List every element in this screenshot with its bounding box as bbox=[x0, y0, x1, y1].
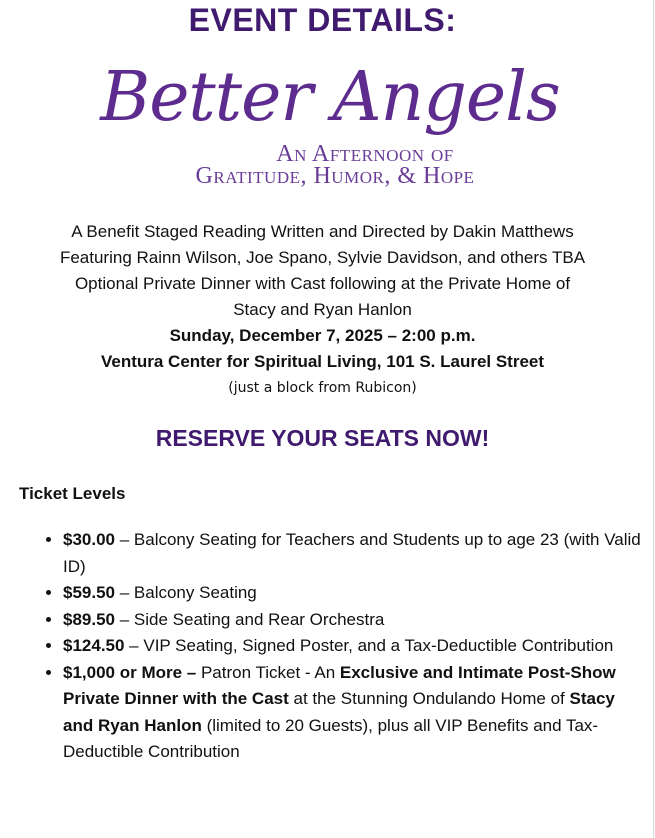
patron-price: $1,000 or More – bbox=[63, 662, 197, 682]
patron-text-1: Patron Ticket - An bbox=[196, 662, 340, 682]
ticket-item bbox=[63, 633, 643, 660]
ticket-item bbox=[63, 527, 643, 580]
ticket-price: $30.00 bbox=[63, 530, 115, 549]
logo-subtitle-line1: An Afternoon of bbox=[276, 141, 454, 167]
ticket-description: – VIP Seating, Signed Poster, and a Tax-Deductible Contribution bbox=[124, 636, 614, 655]
info-line-1: A Benefit Staged Reading Written and Directed by Dakin Matthews bbox=[71, 222, 574, 241]
info-line-2: Featuring Rainn Wilson, Joe Spano, Sylvie Davidson, and others TBA bbox=[59, 248, 586, 267]
patron-text-3: (limited to 20 Guests), plus all VIP Benefits and Tax-Deductible Contribution bbox=[63, 715, 599, 761]
event-info bbox=[20, 219, 625, 401]
ticket-item bbox=[63, 607, 643, 634]
ticket-price: $89.50 bbox=[63, 609, 115, 629]
ticket-description: – Side Seating and Rear Orchestra bbox=[115, 609, 385, 629]
page-edge-line bbox=[653, 0, 654, 838]
ticket-list bbox=[44, 527, 643, 766]
ticket-price: $59.50 bbox=[63, 583, 115, 602]
patron-highlight-2: Stacy and Ryan Hanlon bbox=[63, 689, 615, 735]
ticket-levels-label: Ticket Levels bbox=[19, 484, 126, 503]
event-date: Sunday, December 7, 2025 – 2:00 p.m. bbox=[169, 326, 476, 345]
ticket-description: – Balcony Seating bbox=[115, 583, 257, 602]
ticket-item bbox=[63, 580, 643, 607]
ticket-item-patron bbox=[63, 660, 643, 766]
reserve-seats-heading: RESERVE YOUR SEATS NOW! bbox=[155, 425, 490, 451]
ticket-description: – Balcony Seating for Teachers and Students up to age 23 (with Valid ID) bbox=[63, 530, 641, 576]
logo-title: Better Angels bbox=[100, 58, 560, 137]
event-details-heading: EVENT DETAILS: bbox=[188, 2, 457, 38]
logo-subtitle-line2: Gratitude, Humor, & Hope bbox=[195, 163, 475, 189]
venue-note: (just a block from Rubicon) bbox=[228, 380, 417, 396]
better-angels-logo bbox=[100, 58, 570, 188]
ticket-price: $124.50 bbox=[63, 636, 125, 655]
info-line-3: Optional Private Dinner with Cast following at the Private Home of bbox=[74, 274, 571, 293]
info-line-4: Stacy and Ryan Hanlon bbox=[233, 300, 412, 319]
event-venue: Ventura Center for Spiritual Living, 101 S. Laurel Street bbox=[100, 352, 545, 371]
patron-highlight-1: Exclusive and Intimate Post-Show Private Dinner with the Cast bbox=[63, 662, 616, 708]
patron-text-2: at the Stunning Ondulando Home of bbox=[288, 689, 570, 708]
